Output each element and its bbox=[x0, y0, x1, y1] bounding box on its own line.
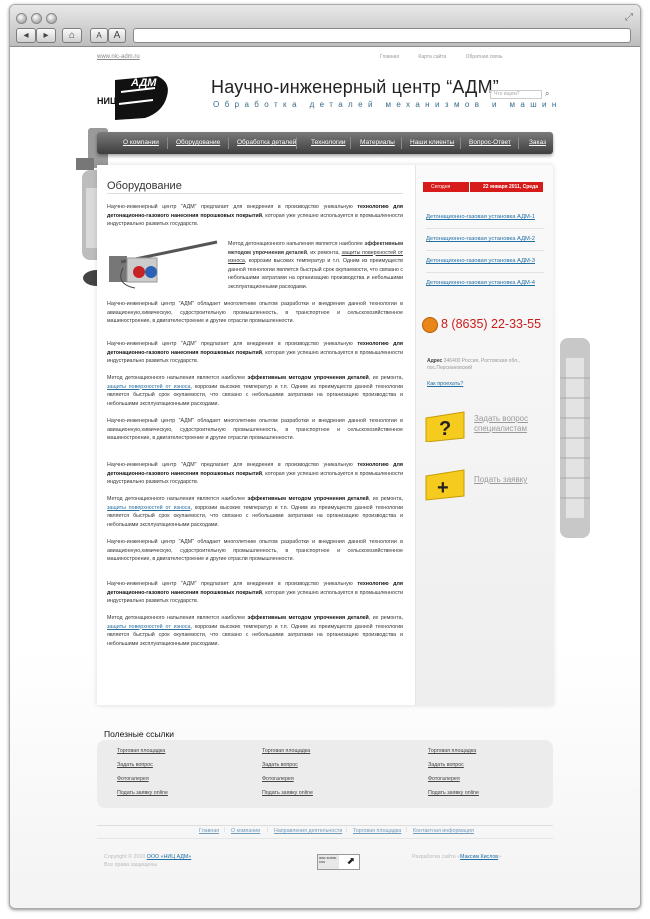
main-nav bbox=[97, 132, 553, 154]
paragraph-intro: Научно-инженерный центр "АДМ" предлагает для внедрения в производство уникальную технологию для детонационно-газового нанесения порошковых покрытий, которая уже успешно используется в промышленности индустриально развитых государств. bbox=[107, 462, 403, 486]
useful-link[interactable]: Подать заявку online bbox=[117, 790, 168, 796]
text-smaller-icon: A bbox=[96, 31, 102, 40]
useful-link[interactable]: Фотогалерея bbox=[117, 776, 149, 782]
footer-link-directions[interactable]: Направления деятельности bbox=[274, 828, 343, 834]
badge-arrow-icon: ⬈ bbox=[346, 856, 355, 867]
footer-link-about[interactable]: О компании bbox=[231, 828, 261, 834]
svg-text:+: + bbox=[437, 477, 449, 499]
home-button[interactable] bbox=[62, 28, 82, 43]
svg-text:?: ? bbox=[439, 418, 452, 440]
copyright: Copyright © 2010 ООО «НИЦ АДМ» Все права защищены bbox=[104, 854, 192, 868]
useful-link[interactable]: Торговая площадка bbox=[117, 748, 166, 754]
top-link-feedback[interactable]: Обратная связь bbox=[465, 54, 503, 60]
home-icon: ⌂ bbox=[68, 30, 76, 41]
browser-toolbar bbox=[10, 5, 640, 47]
developer-link[interactable]: Максим Кислов bbox=[460, 854, 499, 860]
nav-clients[interactable]: Наши клиенты bbox=[410, 139, 455, 146]
nav-order[interactable]: Заказ bbox=[529, 139, 547, 146]
footer-link-contacts[interactable]: Контактная информация bbox=[413, 828, 474, 834]
address-block bbox=[427, 358, 539, 372]
text-bigger-button[interactable] bbox=[108, 28, 126, 43]
nav-equipment[interactable]: Оборудование bbox=[176, 139, 221, 146]
svg-text:НИЦ: НИЦ bbox=[97, 96, 117, 106]
useful-link[interactable]: Торговая площадка bbox=[428, 748, 477, 754]
useful-link[interactable]: Фотогалерея bbox=[428, 776, 460, 782]
question-sign-icon[interactable] bbox=[422, 408, 468, 442]
sidebar-link-adm2[interactable]: Детонационно-газовая установка АДМ-2 bbox=[426, 236, 536, 242]
paragraph-method: Метод детонационного напыления является наиболее эффективным методом упрочнения деталей, их ремонта, защиты поверхностей от износа, коррозии высоких температур и т.п. Одним из преимуществ данной технологии является быстрый срок окупаемости, что связано с небольшими затратами на организацию производства и небольшими эксплуатационными расходами. bbox=[107, 615, 404, 647]
useful-link[interactable]: Фотогалерея bbox=[262, 776, 294, 782]
paragraph-experience: Научно-инженерный центр "АДМ" обладает многолетним опытом разработки и внедрения данной технологии в авиационную,химическую, судостроительную промышленность, в транспортное и сельскохозяйственное машиностроение, в двигателестроение и другие отрасли промышленности. bbox=[107, 539, 403, 563]
nav-about[interactable]: О компании bbox=[123, 139, 159, 146]
surface-protection-link[interactable]: защиты поверхностей от износа bbox=[107, 504, 191, 511]
useful-link[interactable]: Торговая площадка bbox=[262, 748, 311, 754]
nav-materials[interactable]: Материалы bbox=[360, 139, 395, 146]
svg-text:АДМ: АДМ bbox=[131, 77, 157, 89]
useful-link[interactable]: Подать заявку online bbox=[428, 790, 479, 796]
search-icon[interactable]: ⌕ bbox=[545, 89, 550, 98]
site-logo[interactable] bbox=[97, 74, 172, 122]
useful-link[interactable]: Задать вопрос bbox=[428, 762, 464, 768]
useful-links-block bbox=[97, 740, 553, 808]
useful-link[interactable]: Задать вопрос bbox=[262, 762, 298, 768]
top-link-home[interactable]: Главная bbox=[380, 54, 400, 60]
footer-line bbox=[97, 838, 553, 839]
web-page: www.nic-adm.ru Главная Карта сайта Обратная связь АДМ НИЦ Научно-инженерный центр “АДМ” Обработка деталей механизмов и машин Что ищем? ⌕ О компании Оборудование Обработка деталей Технологии Материалы Наши клиенты Вопрос-Ответ Заказ Оборудование Научно-инженерный центр "АДМ" предлагает для внедрения в производство уникальную технологию для детонационно-газового нанесения порошковых покрытий, которая уже успешно используется в промышленности индустриально развитых государств. Метод детонационного напыления является наиболее эффективным методом упрочнения деталей, их ремонта, защиты поверхностей от износа, коррозии высоких температур и т.п. Одним из преимуществ данной технологии является быстрый срок окупаемости, что связано с небольшими затратами на организацию производства и небольшими эксплуатационными расходами. Научно-инженерный центр "АДМ" обладает многолетним опытом разработки и внедрения данной технологии в авиационную,химическую, судостроительную промышленность, в транспортное и сельскохозяйственное машиностроение, в двигателестроение и другие отрасли промышленности. Научно-инженерный центр "АДМ" предлагает для внедрения в производство уникальную технологию для детонационно-газового нанесения порошковых покрытий, которая уже успешно используется в промышленности индустриально развитых государств. Метод детонационного напыления является наиболее эффективным методом упрочнения деталей, их ремонта, защиты поверхностей от износа, коррозии высоких температур и т.п. Одним из преимуществ данной технологии является быстрый срок окупаемости, что связано с небольшими затратами на организацию производства и небольшими эксплуатационными расходами. Научно-инженерный центр "АДМ" обладает многолетним опытом разработки и внедрения данной технологии в авиационную,химическую, судостроительную промышленность, в транспортное и сельскохозяйственное машиностроение, в двигателестроение и другие отрасли промышленности. Научно-инженерный центр "АДМ" предлагает для внедрения в производство уникальную технологию для детонационно-газового нанесения порошковых покрытий, которая уже успешно используется в промышленности индустриально развитых государств. Метод детонационного напыления является наиболее эффективным методом упрочнения деталей, их ремонта, защиты поверхностей от износа, коррозии высоких температур и т.п. Одним из преимуществ данной технологии является быстрый срок окупаемости, что связано с небольшими затратами на организацию производства и небольшими эксплуатационными расходами. Научно-инженерный центр "АДМ" обладает многолетним опытом разработки и внедрения данной технологии в авиационную,химическую, судостроительную промышленность, в транспортное и сельскохозяйственное машиностроение, в двигателестроение и другие отрасли промышленности. Научно-инженерный центр "АДМ" предлагает для внедрения в производство уникальную технологию для детонационно-газового нанесения порошковых покрытий, которая уже успешно используется в промышленности индустриально развитых государств. Метод детонационного напыления является наиболее эффективным методом упрочнения деталей, их ремонта, защиты поверхностей от износа, коррозии высоких температур и т.п. Одним из преимуществ данной технологии является быстрый срок окупаемости, что связано с небольшими затратами на организацию производства и небольшими эксплуатационными расходами. Сегодня 22 января 2011, Среда Детонационно-газовая установка АДМ-1 Детонационно-газовая установка АДМ-2 Детонационно-газовая установка АДМ-3 Детонационно-газовая установка АДМ-4 8 (8635) 22-33-55 Адрес 346400 Россия, Ростовская обл., пос.Персиановский Как проехать? ? Задать вопрос специалистам + Подать заявку Полезные ссылки Торговая площадка Задать вопрос Фотогалерея Подать заявку online Торговая площадка Задать вопрос Фотогалерея Подать заявку online Торговая площадка Задать вопрос Фотогалерея Подать заявку online Главная | О компании | Направления деятельности | Торговая площадка | Контактная информация Copyright © 2010 ООО «НИЦ АДМ» Все права защищены W3C XHTML CSS ⬈ Разработка сайта «Максим Кислов» bbox=[10, 48, 640, 909]
developer-credit: Разработка сайта «Максим Кислов» bbox=[412, 854, 502, 860]
sidebar-divider bbox=[426, 250, 544, 251]
domain-link[interactable]: www.nic-adm.ru bbox=[97, 54, 140, 60]
phone-icon bbox=[423, 318, 437, 332]
submit-request-link[interactable]: Подать заявку bbox=[474, 475, 528, 484]
useful-link[interactable]: Задать вопрос bbox=[117, 762, 153, 768]
footer-link-marketplace[interactable]: Торговая площадка bbox=[353, 828, 402, 834]
footer-link-home[interactable]: Главная bbox=[199, 828, 220, 834]
paragraph-experience: Научно-инженерный центр "АДМ" обладает многолетним опытом разработки и внедрения данной технологии в авиационную,химическую, судостроительную промышленность, в транспортное и сельскохозяйственное машиностроение, в двигателестроение и другие отрасли промышленности. bbox=[107, 301, 403, 325]
minimize-window-button[interactable] bbox=[31, 13, 42, 24]
address-text: 346400 Россия, Ростовская обл., пос.Персиановский bbox=[427, 358, 520, 371]
close-window-button[interactable] bbox=[16, 13, 27, 24]
sidebar-divider bbox=[426, 228, 544, 229]
sidebar-divider bbox=[426, 272, 544, 273]
address-bar[interactable] bbox=[133, 28, 631, 43]
forward-arrow-icon: ▸ bbox=[43, 30, 49, 41]
text-bigger-icon: A bbox=[113, 30, 121, 41]
ask-question-link[interactable]: Задать вопрос специалистам bbox=[474, 414, 529, 433]
paragraph-intro: Научно-инженерный центр "АДМ" предлагает для внедрения в производство уникальную технологию для детонационно-газового нанесения порошковых покрытий, которая уже успешно используется в промышленности индустриально развитых государств. bbox=[107, 581, 403, 605]
paragraph-method: Метод детонационного напыления является наиболее эффективным методом упрочнения деталей, их ремонта, защиты поверхностей от износа, коррозии высоких температур и т.п. Одним из преимуществ данной технологии является быстрый срок окупаемости, что связано с небольшими затратами на организацию производства и небольшими эксплуатационными расходами. bbox=[107, 496, 404, 528]
back-button[interactable] bbox=[16, 28, 36, 43]
back-arrow-icon: ◂ bbox=[23, 30, 29, 41]
zoom-window-button[interactable] bbox=[46, 13, 57, 24]
top-links bbox=[380, 54, 521, 60]
sidebar-link-adm3[interactable]: Детонационно-газовая установка АДМ-3 bbox=[426, 258, 536, 264]
equipment-photo bbox=[109, 238, 221, 291]
browser-window bbox=[9, 4, 641, 909]
forward-button[interactable] bbox=[36, 28, 56, 43]
company-link[interactable]: ООО «НИЦ АДМ» bbox=[146, 854, 192, 860]
sidebar-link-adm4[interactable]: Детонационно-газовая установка АДМ-4 bbox=[426, 280, 536, 286]
bolt-illustration bbox=[550, 338, 600, 538]
title-divider bbox=[107, 193, 403, 194]
top-link-sitemap[interactable]: Карта сайта bbox=[418, 54, 447, 60]
surface-protection-link[interactable]: защиты поверхностей от износа bbox=[107, 383, 191, 390]
w3c-badge[interactable] bbox=[317, 854, 360, 870]
page-title: Оборудование bbox=[107, 180, 182, 192]
date-bar bbox=[423, 182, 543, 192]
nav-faq[interactable]: Вопрос-Ответ bbox=[469, 139, 511, 146]
nav-processing[interactable]: Обработка деталей bbox=[237, 139, 297, 146]
paragraph-method: Метод детонационного напыления является наиболее эффективным методом упрочнения деталей, их ремонта, защиты поверхностей от износа, коррозии высоких температур и т.п. Одним из преимуществ данной технологии является быстрый срок окупаемости, что связано с небольшими затратами на организацию производства и небольшими эксплуатационными расходами. bbox=[107, 375, 404, 407]
w3c-badge-text: W3C XHTML CSS bbox=[318, 855, 339, 869]
footer-divider bbox=[97, 825, 553, 826]
address-label: Адрес bbox=[427, 358, 443, 364]
current-date: 22 января 2011, Среда bbox=[483, 184, 538, 190]
paragraph-intro: Научно-инженерный центр "АДМ" предлагает для внедрения в производство уникальную технологию для детонационно-газового нанесения порошковых покрытий, которая уже успешно используется в промышленности индустриально развитых государств. bbox=[107, 204, 403, 228]
paragraph-method-side: Метод детонационного напыления является наиболее эффективным методом упрочнения деталей, их ремонта, защиты поверхностей от износа, коррозии высоких температур и т.п. Одним из преимуществ данной технологии является быстрый срок окупаемости, что связано с небольшими затратами на организацию производства и небольшими эксплуатационными расходами. bbox=[228, 241, 404, 290]
site-slogan: Обработка деталей механизмов и машин bbox=[213, 100, 562, 109]
search-input[interactable]: Что ищем? bbox=[490, 90, 542, 99]
plus-sign-icon[interactable] bbox=[422, 468, 468, 502]
useful-links-title: Полезные ссылки bbox=[104, 729, 174, 739]
nav-technologies[interactable]: Технологии bbox=[311, 139, 346, 146]
paragraph-experience: Научно-инженерный центр "АДМ" обладает многолетним опытом разработки и внедрения данной технологии в авиационную,химическую, судостроительную промышленность, в транспортное и сельскохозяйственное машиностроение, в двигателестроение и другие отрасли промышленности. bbox=[107, 418, 403, 442]
directions-link[interactable]: Как проехать? bbox=[427, 381, 464, 387]
sidebar-link-adm1[interactable]: Детонационно-газовая установка АДМ-1 bbox=[426, 214, 536, 220]
resize-icon[interactable]: ⤢ bbox=[625, 12, 633, 23]
useful-link[interactable]: Подать заявку online bbox=[262, 790, 313, 796]
surface-protection-link[interactable]: защиты поверхностей от износа bbox=[107, 623, 191, 630]
text-smaller-button[interactable] bbox=[90, 28, 108, 43]
paragraph-intro: Научно-инженерный центр "АДМ" предлагает для внедрения в производство уникальную технологию для детонационно-газового нанесения порошковых покрытий, которая уже успешно используется в промышленности индустриально развитых государств. bbox=[107, 341, 403, 365]
site-title: Научно-инженерный центр “АДМ” bbox=[211, 77, 499, 97]
phone-number: 8 (8635) 22-33-55 bbox=[441, 317, 542, 331]
today-label: Сегодня bbox=[431, 184, 451, 190]
surface-protection-link[interactable]: защиты поверхностей от износа bbox=[228, 249, 404, 265]
